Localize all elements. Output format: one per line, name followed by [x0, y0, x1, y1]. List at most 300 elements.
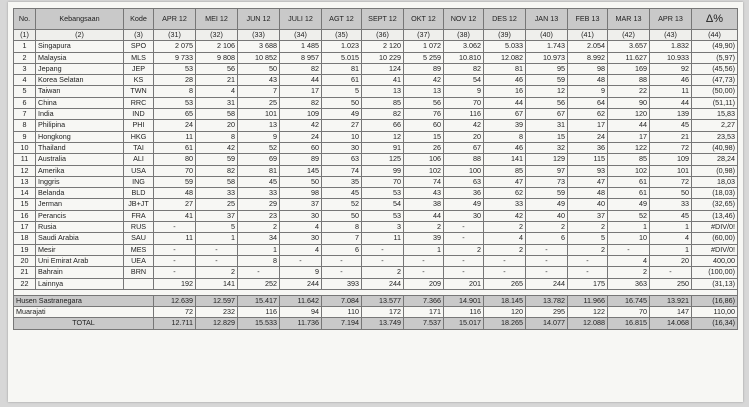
table-row [14, 233, 738, 244]
value-cell: 102 [404, 165, 444, 176]
value-cell: 1.832 [650, 41, 692, 52]
value-cell: 9 [568, 86, 608, 97]
value-cell: 47 [568, 176, 608, 187]
nationality-cell: Mesir [36, 244, 124, 255]
value-cell: 70 [444, 97, 484, 108]
value-cell: - [280, 255, 322, 266]
row-number: 16 [14, 210, 36, 221]
value-cell: 56 [196, 63, 238, 74]
value-cell: 81 [484, 63, 526, 74]
code-cell: SAU [124, 233, 154, 244]
value-cell: 16.745 [608, 295, 650, 306]
value-cell: 116 [238, 307, 280, 318]
table-row [14, 199, 738, 210]
value-cell: 192 [154, 278, 196, 289]
value-cell: 82 [362, 109, 404, 120]
value-cell: - [154, 222, 196, 233]
column-index-cell: (36) [362, 30, 404, 41]
column-index-cell: (2) [36, 30, 124, 41]
table-body [14, 30, 738, 330]
code-cell: UEA [124, 255, 154, 266]
value-cell: 76 [404, 109, 444, 120]
value-cell: 4 [484, 233, 526, 244]
value-cell: 18.145 [484, 295, 526, 306]
value-cell: 11.736 [280, 318, 322, 329]
column-header: NOV 12 [444, 9, 484, 30]
value-cell: 171 [404, 307, 444, 318]
value-cell: 41 [154, 210, 196, 221]
code-cell: BLD [124, 188, 154, 199]
code-cell: TAI [124, 142, 154, 153]
value-cell: - [404, 267, 444, 278]
value-cell: 43 [404, 188, 444, 199]
value-cell: 363 [608, 278, 650, 289]
value-cell: 56 [404, 97, 444, 108]
change-percent-cell: (50,00) [692, 86, 738, 97]
table-row [14, 63, 738, 74]
value-cell: 11 [362, 233, 404, 244]
value-cell: 100 [444, 165, 484, 176]
value-cell: 85 [362, 97, 404, 108]
code-cell: BRN [124, 267, 154, 278]
change-percent-cell: #DIV/0! [692, 222, 738, 233]
row-number: 5 [14, 86, 36, 97]
column-header: JUN 12 [238, 9, 280, 30]
value-cell: 15.417 [238, 295, 280, 306]
value-cell: 295 [526, 307, 568, 318]
value-cell: 2 [484, 222, 526, 233]
value-cell: 24 [568, 131, 608, 142]
value-cell: - [526, 267, 568, 278]
value-cell: 16.815 [608, 318, 650, 329]
column-header: DES 12 [484, 9, 526, 30]
change-percent-cell: (31,13) [692, 278, 738, 289]
value-cell: 2 075 [154, 41, 196, 52]
value-cell: 70 [608, 307, 650, 318]
value-cell: 23 [238, 210, 280, 221]
nationality-cell: Jerman [36, 199, 124, 210]
value-cell: 72 [650, 142, 692, 153]
column-index-cell: (1) [14, 30, 36, 41]
table-row [14, 75, 738, 86]
value-cell: 101 [650, 165, 692, 176]
summary-label: Husen Sastranegara [14, 295, 154, 306]
change-percent-cell: 110,00 [692, 307, 738, 318]
change-percent-cell: 2,27 [692, 120, 738, 131]
value-cell: 11.642 [280, 295, 322, 306]
row-number: 22 [14, 278, 36, 289]
value-cell: - [484, 255, 526, 266]
value-cell: 1 [196, 233, 238, 244]
column-header: JAN 13 [526, 9, 568, 30]
change-percent-cell: (32,65) [692, 199, 738, 210]
value-cell: 27 [154, 199, 196, 210]
row-number: 12 [14, 165, 36, 176]
value-cell: 85 [484, 165, 526, 176]
value-cell: 70 [154, 165, 196, 176]
value-cell: - [238, 267, 280, 278]
value-cell: 45 [650, 210, 692, 221]
row-number: 2 [14, 52, 36, 63]
value-cell: - [444, 233, 484, 244]
value-cell: 2 [526, 222, 568, 233]
value-cell: 8 [196, 131, 238, 142]
value-cell: 3 688 [238, 41, 280, 52]
value-cell: - [484, 267, 526, 278]
table-row [14, 131, 738, 142]
row-number: 8 [14, 120, 36, 131]
value-cell: 5 [196, 222, 238, 233]
value-cell: 12.829 [196, 318, 238, 329]
nationality-cell: India [36, 109, 124, 120]
table-row [14, 210, 738, 221]
summary-row [14, 307, 738, 318]
column-header: MAR 13 [608, 9, 650, 30]
value-cell: - [362, 244, 404, 255]
row-number: 19 [14, 244, 36, 255]
value-cell: 52 [608, 210, 650, 221]
value-cell: 50 [238, 63, 280, 74]
column-header: AGT 12 [322, 9, 362, 30]
value-cell: 10.973 [526, 52, 568, 63]
value-cell: 2 [362, 267, 404, 278]
row-number: 15 [14, 199, 36, 210]
value-cell: 41 [362, 75, 404, 86]
value-cell: 265 [484, 278, 526, 289]
value-cell: 56 [526, 97, 568, 108]
change-percent-cell: 18,03 [692, 176, 738, 187]
column-header: JULI 12 [280, 9, 322, 30]
table-row [14, 52, 738, 63]
change-percent-cell: (45,56) [692, 63, 738, 74]
column-index-cell: (40) [526, 30, 568, 41]
code-cell: JEP [124, 63, 154, 74]
value-cell: 53 [154, 63, 196, 74]
nationality-cell: Perancis [36, 210, 124, 221]
value-cell: 7.194 [322, 318, 362, 329]
value-cell: 6 [526, 233, 568, 244]
value-cell: 33 [484, 199, 526, 210]
value-cell: 232 [196, 307, 238, 318]
column-index-cell: (34) [280, 30, 322, 41]
value-cell: 36 [444, 188, 484, 199]
value-cell: 17 [280, 86, 322, 97]
value-cell: - [608, 244, 650, 255]
value-cell: - [154, 244, 196, 255]
value-cell: 61 [608, 176, 650, 187]
nationality-cell: Taiwan [36, 86, 124, 97]
nationality-cell: Hongkong [36, 131, 124, 142]
table-row [14, 41, 738, 52]
value-cell: 46 [484, 75, 526, 86]
value-cell: 18.265 [484, 318, 526, 329]
nationality-cell: Philipina [36, 120, 124, 131]
value-cell: 13.782 [526, 295, 568, 306]
table-row [14, 97, 738, 108]
value-cell: 5.015 [322, 52, 362, 63]
value-cell: 50 [650, 188, 692, 199]
value-cell: 45 [322, 188, 362, 199]
summary-label: TOTAL [14, 318, 154, 329]
value-cell: 1 [650, 222, 692, 233]
value-cell: 72 [154, 307, 196, 318]
value-cell: 122 [568, 307, 608, 318]
value-cell: 21 [650, 131, 692, 142]
value-cell: 45 [650, 120, 692, 131]
summary-row [14, 295, 738, 306]
value-cell: 7.084 [322, 295, 362, 306]
code-cell: MES [124, 244, 154, 255]
value-cell: 28 [154, 75, 196, 86]
value-cell: 11 [154, 233, 196, 244]
value-cell: 44 [280, 75, 322, 86]
value-cell: 44 [484, 97, 526, 108]
value-cell: 139 [650, 109, 692, 120]
value-cell: 54 [362, 199, 404, 210]
value-cell: 109 [280, 109, 322, 120]
value-cell: 31 [196, 97, 238, 108]
column-header: APR 12 [154, 9, 196, 30]
row-number: 4 [14, 75, 36, 86]
row-number: 17 [14, 222, 36, 233]
value-cell: 72 [650, 176, 692, 187]
value-cell: 172 [362, 307, 404, 318]
value-cell: 82 [280, 97, 322, 108]
value-cell: 2 [608, 267, 650, 278]
nationality-cell: Bahrain [36, 267, 124, 278]
code-cell: PHI [124, 120, 154, 131]
nationality-cell: Malaysia [36, 52, 124, 63]
value-cell: 32 [526, 142, 568, 153]
value-cell: 14.077 [526, 318, 568, 329]
column-index-cell: (31) [154, 30, 196, 41]
value-cell: 122 [608, 142, 650, 153]
column-index-cell: (37) [404, 30, 444, 41]
value-cell: 244 [280, 278, 322, 289]
value-cell: 10.810 [444, 52, 484, 63]
value-cell: 4 [650, 233, 692, 244]
value-cell: 30 [280, 233, 322, 244]
value-cell: 50 [322, 97, 362, 108]
value-cell: 49 [526, 199, 568, 210]
column-index-cell: (35) [322, 30, 362, 41]
column-index-cell: (39) [484, 30, 526, 41]
value-cell: 65 [154, 109, 196, 120]
value-cell: 6 [322, 244, 362, 255]
value-cell: 13 [362, 86, 404, 97]
value-cell: 85 [608, 154, 650, 165]
code-cell: SPO [124, 41, 154, 52]
value-cell: 62 [568, 109, 608, 120]
value-cell: 12.597 [196, 295, 238, 306]
value-cell: 115 [568, 154, 608, 165]
value-cell: 62 [484, 188, 526, 199]
value-cell: 147 [650, 307, 692, 318]
value-cell: - [444, 255, 484, 266]
value-cell: 15 [526, 131, 568, 142]
value-cell: 106 [404, 154, 444, 165]
value-cell: 46 [484, 142, 526, 153]
value-cell: 393 [322, 278, 362, 289]
change-percent-cell: (40,98) [692, 142, 738, 153]
value-cell: 13.749 [362, 318, 404, 329]
value-cell: 9 733 [154, 52, 196, 63]
value-cell: 61 [322, 75, 362, 86]
value-cell: 2 106 [196, 41, 238, 52]
table-row [14, 255, 738, 266]
value-cell: 95 [526, 63, 568, 74]
value-cell: - [568, 255, 608, 266]
value-cell: 88 [608, 75, 650, 86]
value-cell: 53 [362, 210, 404, 221]
value-cell: 54 [444, 75, 484, 86]
value-cell: 42 [404, 75, 444, 86]
nationality-cell: Belanda [36, 188, 124, 199]
column-header: MEI 12 [196, 9, 238, 30]
value-cell: 25 [238, 97, 280, 108]
value-cell: 44 [650, 97, 692, 108]
value-cell: 2 [444, 244, 484, 255]
value-cell: 12.711 [154, 318, 196, 329]
table-row [14, 142, 738, 153]
value-cell: 27 [322, 120, 362, 131]
summary-label: Muarajati [14, 307, 154, 318]
nationality-cell: Uni Emirat Arab [36, 255, 124, 266]
value-cell: 89 [280, 154, 322, 165]
value-cell: 13 [238, 120, 280, 131]
code-cell: FRA [124, 210, 154, 221]
value-cell: 209 [404, 278, 444, 289]
code-cell: RUS [124, 222, 154, 233]
value-cell: 38 [404, 199, 444, 210]
value-cell: 53 [154, 97, 196, 108]
change-percent-cell: (5,97) [692, 52, 738, 63]
value-cell: 48 [154, 188, 196, 199]
row-number: 7 [14, 109, 36, 120]
value-cell: 2 120 [362, 41, 404, 52]
nationality-cell: Thailand [36, 142, 124, 153]
value-cell: 45 [238, 176, 280, 187]
value-cell: 88 [444, 154, 484, 165]
column-header: Δ% [692, 9, 738, 30]
row-number: 9 [14, 131, 36, 142]
code-cell: MLS [124, 52, 154, 63]
change-percent-cell: (51,11) [692, 97, 738, 108]
value-cell: 35 [322, 176, 362, 187]
value-cell: 141 [484, 154, 526, 165]
column-header: APR 13 [650, 9, 692, 30]
change-percent-cell: (13,46) [692, 210, 738, 221]
value-cell: 74 [404, 176, 444, 187]
value-cell: 120 [484, 307, 526, 318]
value-cell: 2 [196, 267, 238, 278]
value-cell: - [526, 244, 568, 255]
value-cell: - [444, 267, 484, 278]
column-header: FEB 13 [568, 9, 608, 30]
value-cell: 8 [484, 131, 526, 142]
nationality-cell: Korea Selatan [36, 75, 124, 86]
value-cell: 47 [484, 176, 526, 187]
column-index-cell: (3) [124, 30, 154, 41]
change-percent-cell: (18,03) [692, 188, 738, 199]
value-cell: 36 [568, 142, 608, 153]
value-cell: 2 [238, 222, 280, 233]
value-cell: 9 [444, 86, 484, 97]
value-cell: 1 072 [404, 41, 444, 52]
value-cell: 10 852 [238, 52, 280, 63]
value-cell: 69 [238, 154, 280, 165]
change-percent-cell: (100,00) [692, 267, 738, 278]
value-cell: 42 [196, 142, 238, 153]
nationality-cell: Australia [36, 154, 124, 165]
value-cell: 24 [154, 120, 196, 131]
value-cell: 82 [444, 63, 484, 74]
value-cell: 49 [444, 199, 484, 210]
value-cell: - [404, 255, 444, 266]
column-header: SEPT 12 [362, 9, 404, 30]
code-cell: ING [124, 176, 154, 187]
table-row [14, 154, 738, 165]
value-cell: 94 [280, 307, 322, 318]
value-cell: 14.068 [650, 318, 692, 329]
column-index-row [14, 30, 738, 41]
row-number: 21 [14, 267, 36, 278]
value-cell: 44 [608, 120, 650, 131]
value-cell: - [322, 255, 362, 266]
table-row [14, 120, 738, 131]
value-cell: 1 [608, 222, 650, 233]
value-cell: 52 [322, 199, 362, 210]
value-cell: 67 [484, 109, 526, 120]
value-cell: 43 [238, 75, 280, 86]
value-cell: 11.627 [608, 52, 650, 63]
value-cell: 66 [362, 120, 404, 131]
value-cell: 2 [568, 222, 608, 233]
value-cell: 7.537 [404, 318, 444, 329]
row-number: 20 [14, 255, 36, 266]
value-cell: 37 [196, 210, 238, 221]
value-cell: 20 [650, 255, 692, 266]
code-cell: USA [124, 165, 154, 176]
value-cell: 63 [322, 154, 362, 165]
value-cell: 82 [280, 63, 322, 74]
table-row [14, 244, 738, 255]
column-header: OKT 12 [404, 9, 444, 30]
value-cell: 110 [322, 307, 362, 318]
value-cell: 50 [322, 210, 362, 221]
value-cell: 26 [404, 142, 444, 153]
code-cell: KS [124, 75, 154, 86]
change-percent-cell: 400,00 [692, 255, 738, 266]
value-cell: - [196, 244, 238, 255]
nationality-cell: Saudi Arabia [36, 233, 124, 244]
column-index-cell: (44) [692, 30, 738, 41]
row-number: 11 [14, 154, 36, 165]
value-cell: 74 [322, 165, 362, 176]
value-cell: 4 [608, 255, 650, 266]
value-cell: 145 [280, 165, 322, 176]
value-cell: 42 [444, 120, 484, 131]
value-cell: 61 [608, 188, 650, 199]
value-cell: 37 [568, 210, 608, 221]
change-percent-cell: (16,34) [692, 318, 738, 329]
value-cell: - [196, 255, 238, 266]
nationality-cell: Lainnya [36, 278, 124, 289]
value-cell: 50 [280, 176, 322, 187]
value-cell: 5 [322, 86, 362, 97]
value-cell: 141 [196, 278, 238, 289]
value-cell: 67 [526, 109, 568, 120]
